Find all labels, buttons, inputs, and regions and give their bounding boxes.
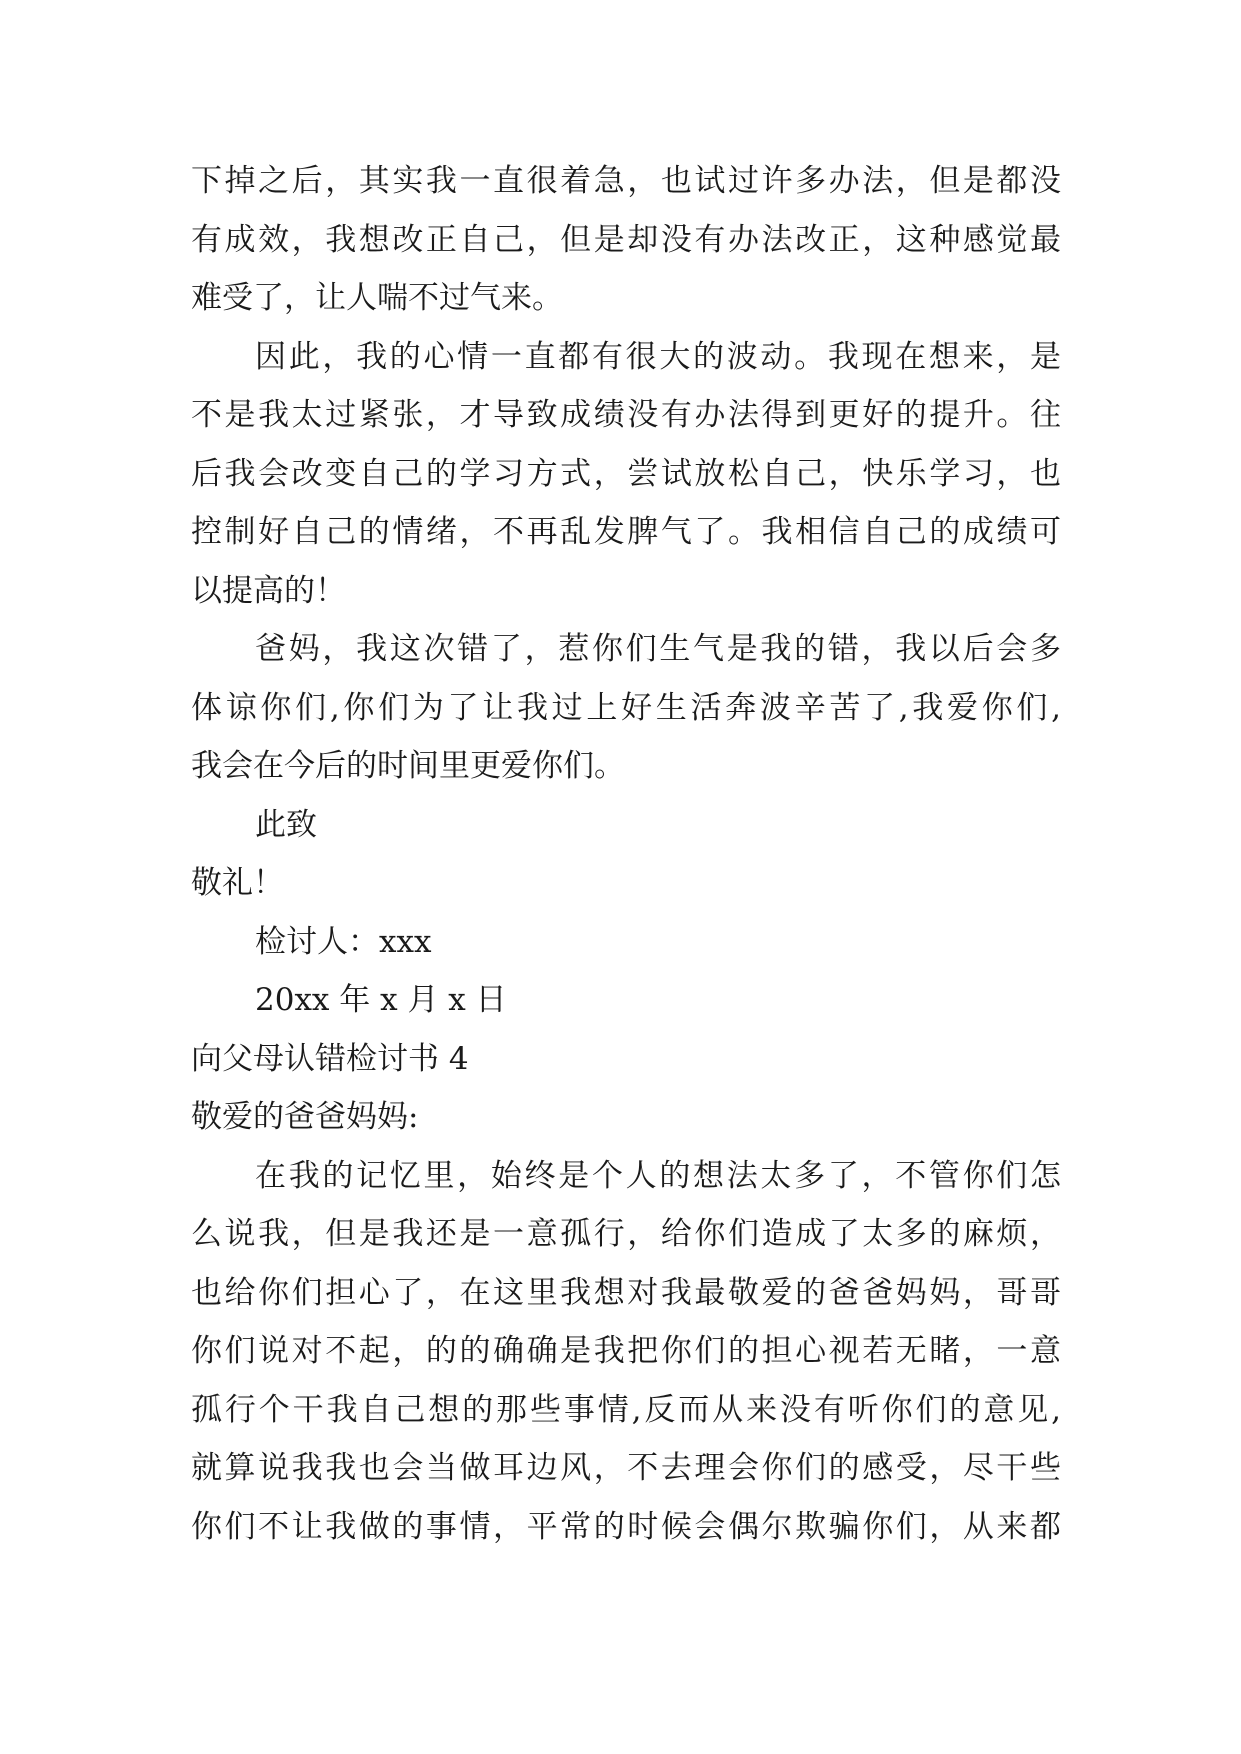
text-line: 么说我，但是我还是一意孤行，给你们造成了太多的麻烦， [191,1216,1061,1252]
text-line: 孤行个干我自己想的那些事情,反而从来没有听你们的意见, [191,1391,1061,1428]
text-line: 你们说对不起，的的确确是我把你们的担心视若无睹，一意 [191,1333,1061,1369]
document-body [191,152,1061,1556]
text-line: 控制好自己的情绪，不再乱发脾气了。我相信自己的成绩可 [191,514,1061,550]
text-line: 此致 [255,806,317,843]
text-line: 难受了，让人喘不过气来。 [191,280,563,316]
text-line: 敬礼！ [191,865,284,901]
text-line: 下掉之后，其实我一直很着急，也试过许多办法，但是都没 [191,163,1061,199]
text-line: 在我的记忆里，始终是个人的想法太多了，不管你们怎 [255,1157,1061,1194]
text-line: 也给你们担心了，在这里我想对我最敬爱的爸爸妈妈，哥哥 [191,1274,1061,1311]
text-line: 不是我太过紧张，才导致成绩没有办法得到更好的提升。往 [191,397,1061,433]
text-line: 有成效，我想改正自己，但是却没有办法改正，这种感觉最 [191,221,1061,258]
text-line: 你们不让我做的事情，平常的时候会偶尔欺骗你们，从来都 [191,1508,1061,1545]
text-line: 后我会改变自己的学习方式，尝试放松自己，快乐学习，也 [191,455,1061,492]
text-line: 20xx 年 x 月 x 日 [255,982,507,1018]
text-line: 因此，我的心情一直都有很大的波动。我现在想来，是 [255,338,1061,375]
text-line: 敬爱的爸爸妈妈: [191,1099,419,1135]
text-line: 向父母认错检讨书 4 [191,1040,469,1077]
text-line: 我会在今后的时间里更爱你们。 [191,748,625,784]
text-line: 以提高的！ [191,572,346,609]
text-line: 体谅你们,你们为了让我过上好生活奔波辛苦了,我爱你们, [191,689,1061,726]
text-line: 检讨人：xxx [255,923,432,960]
text-line: 爸妈，我这次错了，惹你们生气是我的错，我以后会多 [255,631,1061,667]
text-line: 就算说我我也会当做耳边风，不去理会你们的感受，尽干些 [191,1450,1061,1486]
